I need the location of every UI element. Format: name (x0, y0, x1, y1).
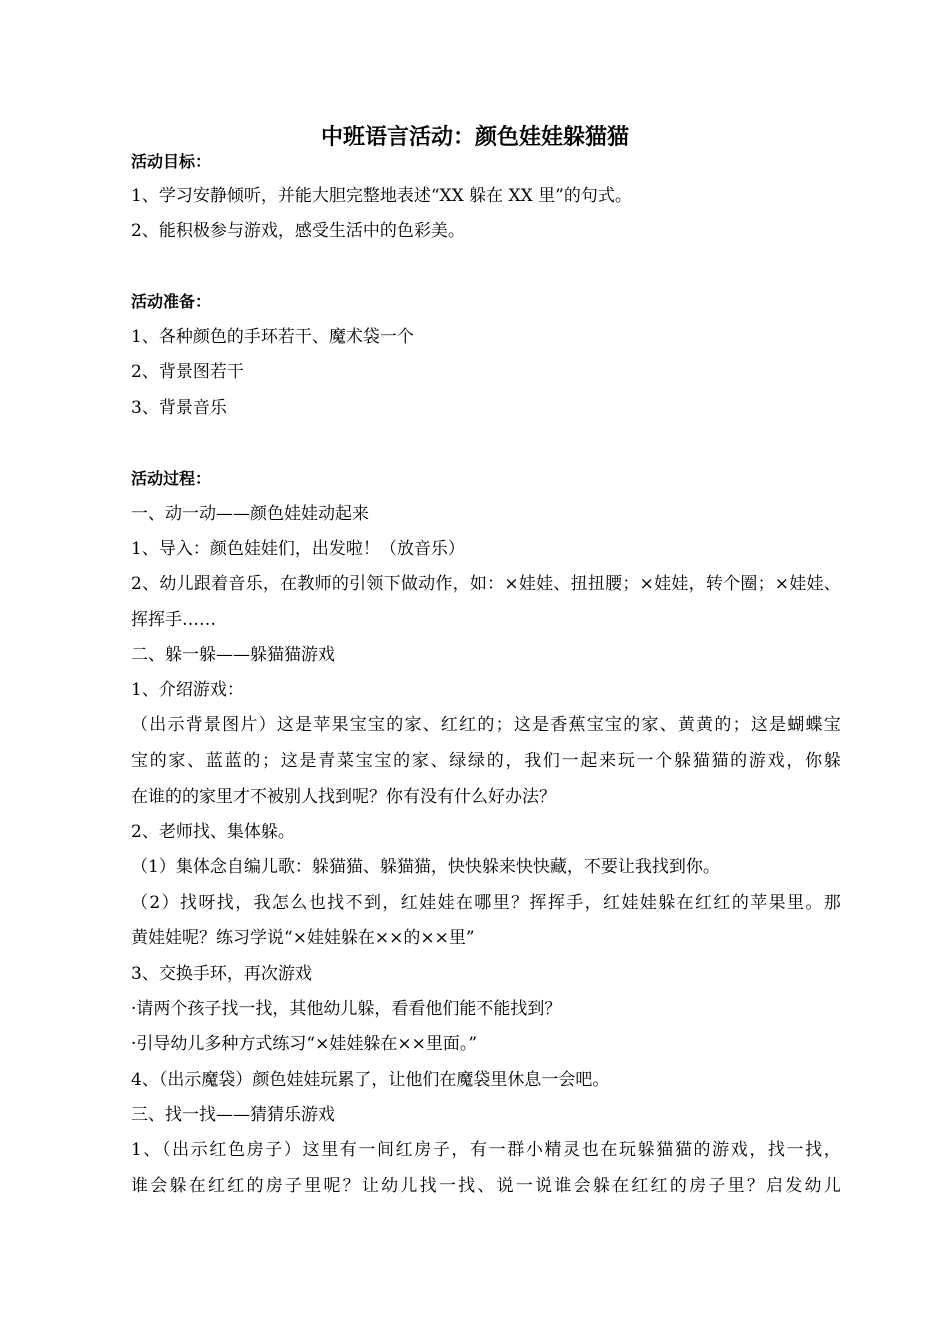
process-line-7: （出示背景图片）这是苹果宝宝的家、红红的；这是香蕉宝宝的家、黄黄的；这是蝴蝶宝 (131, 715, 841, 735)
prep-item-3: 3、背景音乐 (131, 398, 227, 418)
document-title: 中班语言活动：颜色娃娃躲猫猫 (320, 124, 629, 150)
prep-item-1: 1、各种颜色的手环若干、魔术袋一个 (131, 327, 414, 347)
goal-item-2: 2、能积极参与游戏，感受生活中的色彩美。 (131, 221, 465, 241)
process-line-16: ·引导幼儿多种方式练习“×娃娃躲在××里面。” (131, 1034, 478, 1054)
process-line-14: 3、交换手环，再次游戏 (131, 964, 312, 984)
section-heading-prep: 活动准备： (131, 292, 212, 311)
process-line-5: 二、躲一躲——躲猫猫游戏 (131, 645, 335, 665)
prep-item-2: 2、背景图若干 (131, 362, 244, 382)
process-line-17: 4、（出示魔袋）颜色娃娃玩累了，让他们在魔袋里休息一会吧。 (131, 1070, 610, 1090)
process-line-4: 挥挥手…… (131, 610, 216, 630)
section-heading-goals: 活动目标： (131, 152, 212, 171)
goal-item-1: 1、学习安静倾听，并能大胆完整地表述“XX 躲在 XX 里”的句式。 (131, 186, 632, 206)
process-line-8: 宝的家、蓝蓝的；这是青菜宝宝的家、绿绿的，我们一起来玩一个躲猫猫的游戏，你躲 (131, 751, 841, 771)
process-line-10: 2、老师找、集体躲。 (131, 822, 295, 842)
process-line-3: 2、幼儿跟着音乐，在教师的引领下做动作，如：×娃娃、扭扭腰；×娃娃，转个圈；×娃娃、 (131, 574, 841, 594)
process-line-20: 谁会躲在红红的房子里呢？让幼儿找一找、说一说谁会躲在红红的房子里？启发幼儿 (131, 1176, 841, 1196)
process-line-9: 在谁的的家里才不被别人找到呢？你有没有什么好办法？ (131, 787, 556, 807)
process-line-15: ·请两个孩子找一找，其他幼儿躲，看看他们能不能找到？ (131, 999, 562, 1019)
process-line-18: 三、找一找——猜猜乐游戏 (131, 1105, 335, 1125)
process-line-6: 1、介绍游戏： (131, 680, 244, 700)
process-line-13: 黄娃娃呢？练习学说“×娃娃躲在××的××里” (131, 928, 475, 948)
section-heading-process: 活动过程： (131, 469, 212, 488)
process-line-11: （1）集体念自编儿歌：躲猫猫、躲猫猫，快快躲来快快藏，不要让我找到你。 (131, 857, 720, 877)
process-line-12: （2）找呀找，我怎么也找不到，红娃娃在哪里？挥挥手，红娃娃躲在红红的苹果里。那 (131, 893, 841, 913)
process-line-1: 一、动一动——颜色娃娃动起来 (131, 504, 369, 524)
process-line-19: 1、（出示红色房子）这里有一间红房子，有一群小精灵也在玩躲猫猫的游戏，找一找， (131, 1140, 841, 1160)
process-line-2: 1、导入：颜色娃娃们，出发啦！（放音乐） (131, 539, 465, 559)
